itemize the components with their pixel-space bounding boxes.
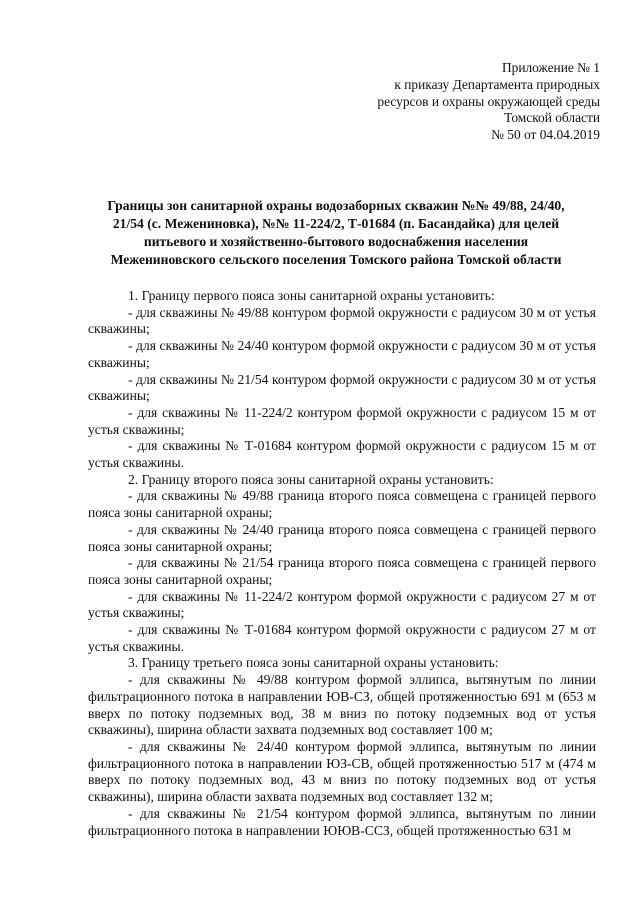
- list-item: - для скважины № 21/54 граница второго пояса совмещена с границей первого пояса зоны санитарной охраны;: [88, 555, 596, 587]
- section-heading: 1. Границу первого пояса зоны санитарной охраны установить:: [128, 288, 495, 303]
- list-item: - для скважины № 49/88 контуром формой окружности с радиусом 30 м от устья скважины;: [88, 304, 596, 337]
- title-line: Границы зон санитарной охраны водозаборных скважин №№ 49/88, 24/40,: [107, 198, 565, 213]
- list-item: - для скважины № 49/88 граница второго пояса совмещена с границей первого пояса зоны санитарной охраны;: [88, 488, 596, 521]
- list-item: - для скважины № 11-224/2 контуром формой окружности с радиусом 15 м от устья скважины;: [88, 404, 596, 437]
- list-item: - для скважины № Т-01684 контуром формой окружности с радиусом 27 м от устья скважины.: [88, 622, 596, 654]
- document-title: [70, 197, 602, 269]
- appendix-line: Приложение № 1: [501, 60, 600, 75]
- appendix-line: Томской области: [504, 110, 600, 126]
- list-item: - для скважины № 11-224/2 контуром формой окружности с радиусом 27 м от устья скважины;: [88, 588, 596, 621]
- appendix-line: № 50 от 04.04.2019: [491, 127, 600, 143]
- list-item: - для скважины № 24/40 контуром формой окружности с радиусом 30 м от устья скважины;: [88, 338, 596, 370]
- list-item: - для скважины № Т-01684 контуром формой окружности с радиусом 15 м от устья скважины.: [88, 438, 596, 471]
- appendix-line: к приказу Департамента природных: [394, 76, 600, 92]
- section-heading: 2. Границу второго пояса зоны санитарной охраны установить:: [128, 471, 494, 487]
- list-item: - для скважины № 21/54 контуром формой окружности с радиусом 30 м от устья скважины;: [88, 371, 596, 404]
- title-line: 21/54 (с. Межениновка), №№ 11-224/2, Т-01684 (п. Басандайка) для целей: [112, 216, 560, 231]
- list-item: - для скважины № 24/40 граница второго пояса совмещена с границей первого пояса зоны санитарной охраны;: [88, 521, 596, 554]
- list-item: - для скважины № 21/54 контуром формой эллипса, вытянутым по линии фильтрационного потока в направлении ЮЮВ-ССЗ, общей протяженностью 631 м: [88, 805, 596, 838]
- section-heading: 3. Границу третьего пояса зоны санитарной охраны установить:: [128, 655, 499, 671]
- title-line: Межениновского сельского поселения Томского района Томской области: [110, 252, 562, 267]
- appendix-line: ресурсов и охраны окружающей среды: [377, 93, 600, 109]
- title-line: питьевого и хозяйственно-бытового водоснабжения населения: [143, 234, 529, 249]
- list-item: - для скважины № 49/88 контуром формой эллипса, вытянутым по линии фильтрационного потока в направлении ЮВ-СЗ, общей протяженностью 691 м (653 м вверх по потоку подземных вод, 38 м вниз по потоку подземных вод от устья скважины), ширина области захвата подземных вод составляет 100 м;: [88, 672, 596, 738]
- list-item: - для скважины № 24/40 контуром формой эллипса, вытянутым по линии фильтрационного потока в направлении ЮЗ-СВ, общей протяженностью 517 м (474 м вверх по потоку подземных вод, 43 м вниз по потоку подземных вод от устья скважины), ширина области захвата подземных вод составляет 132 м;: [88, 738, 596, 805]
- appendix-header: [300, 60, 600, 144]
- document-body: [88, 288, 596, 839]
